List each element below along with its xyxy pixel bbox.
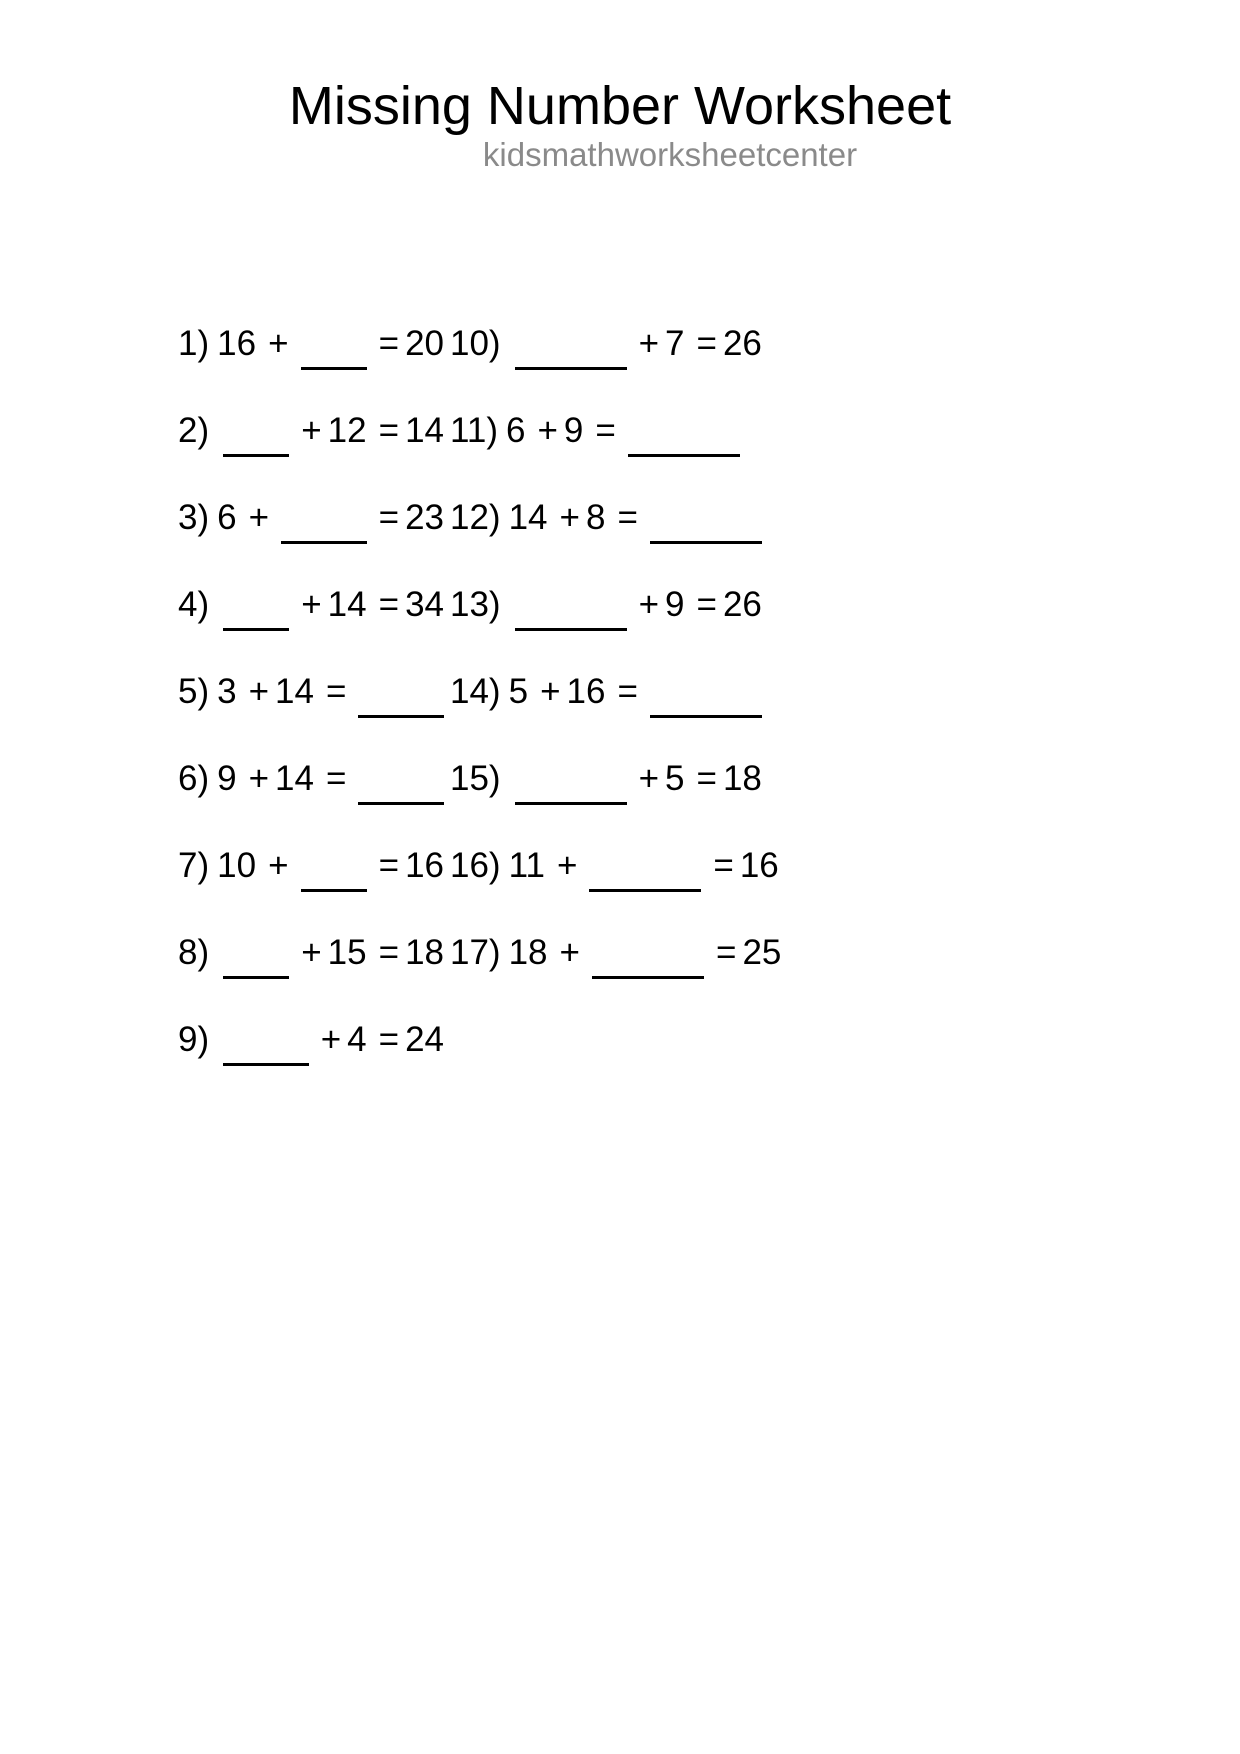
plus-icon: + xyxy=(301,410,322,450)
operand-first: 14 xyxy=(508,497,548,537)
problem-number: 3) xyxy=(178,497,210,537)
problem-number: 4) xyxy=(178,584,210,624)
operand-result: 16 xyxy=(739,845,779,885)
operand-first: 6 xyxy=(217,497,237,537)
site-attribution: kidsmathworksheetcenter xyxy=(482,135,858,173)
operand-first: 6 xyxy=(506,410,526,450)
answer-blank[interactable] xyxy=(589,859,701,892)
problem-column-right xyxy=(450,300,920,996)
problem-number: 14) xyxy=(450,671,501,711)
plus-icon: + xyxy=(559,497,580,537)
equals-icon: = xyxy=(715,932,737,972)
problem-number: 11) xyxy=(450,410,498,450)
operand-result: 34 xyxy=(405,584,444,624)
equals-icon: = xyxy=(378,932,400,972)
equals-icon: = xyxy=(696,584,717,624)
problem-number: 2) xyxy=(178,410,210,450)
problem-number: 1) xyxy=(178,323,210,363)
operand-second: 5 xyxy=(665,758,685,798)
operand-second: 9 xyxy=(563,410,584,450)
operand-second: 14 xyxy=(275,671,314,711)
plus-icon: + xyxy=(248,671,270,711)
problem-row xyxy=(450,648,920,735)
equals-icon: = xyxy=(378,584,400,624)
answer-blank[interactable] xyxy=(301,859,367,892)
problem-row xyxy=(450,735,920,822)
problem-number: 17) xyxy=(450,932,501,972)
operand-first: 11 xyxy=(508,845,545,885)
answer-blank[interactable] xyxy=(358,772,444,805)
plus-icon: + xyxy=(540,671,561,711)
problem-row xyxy=(178,300,450,387)
operand-second: 15 xyxy=(327,932,367,972)
problem-row xyxy=(450,561,920,648)
operand-second: 14 xyxy=(327,584,367,624)
equals-icon: = xyxy=(378,410,400,450)
problem-number: 7) xyxy=(178,845,210,885)
operand-second: 8 xyxy=(585,497,606,537)
equals-icon: = xyxy=(378,497,400,537)
equals-icon: = xyxy=(378,323,400,363)
equals-icon: = xyxy=(378,845,400,885)
problem-row xyxy=(450,387,920,474)
problem-list xyxy=(0,300,1240,1083)
equals-icon: = xyxy=(325,671,347,711)
answer-blank[interactable] xyxy=(223,424,289,457)
operand-result: 16 xyxy=(405,845,444,885)
operand-result: 26 xyxy=(722,323,762,363)
equals-icon: = xyxy=(713,845,734,885)
problem-number: 6) xyxy=(178,758,210,798)
equals-icon: = xyxy=(378,1019,400,1059)
problem-number: 13) xyxy=(450,584,501,624)
problem-number: 9) xyxy=(178,1019,210,1059)
answer-blank[interactable] xyxy=(515,337,627,370)
operand-result: 25 xyxy=(742,932,782,972)
plus-icon: + xyxy=(638,323,660,363)
problem-row xyxy=(450,909,920,996)
answer-blank[interactable] xyxy=(223,1033,309,1066)
operand-first: 3 xyxy=(217,671,237,711)
answer-blank[interactable] xyxy=(650,685,762,718)
answer-blank[interactable] xyxy=(223,598,289,631)
problem-row xyxy=(450,300,920,387)
answer-blank[interactable] xyxy=(515,598,627,631)
problem-row xyxy=(178,822,450,909)
operand-result: 24 xyxy=(405,1019,444,1059)
problem-row xyxy=(178,909,450,996)
page-title: Missing Number Worksheet xyxy=(288,76,952,136)
problem-row xyxy=(178,387,450,474)
operand-result: 18 xyxy=(405,932,444,972)
operand-result: 18 xyxy=(722,758,762,798)
plus-icon: + xyxy=(301,932,322,972)
problem-number: 12) xyxy=(450,497,501,537)
worksheet-header xyxy=(0,78,1240,174)
plus-icon: + xyxy=(248,497,270,537)
plus-icon: + xyxy=(638,584,660,624)
answer-blank[interactable] xyxy=(650,511,762,544)
plus-icon: + xyxy=(248,758,270,798)
answer-blank[interactable] xyxy=(592,946,704,979)
plus-icon: + xyxy=(320,1019,342,1059)
answer-blank[interactable] xyxy=(281,511,367,544)
problem-number: 5) xyxy=(178,671,210,711)
plus-icon: + xyxy=(556,845,578,885)
equals-icon: = xyxy=(617,497,638,537)
operand-second: 7 xyxy=(665,323,685,363)
answer-blank[interactable] xyxy=(358,685,444,718)
plus-icon: + xyxy=(537,410,558,450)
problem-row xyxy=(450,474,920,561)
operand-result: 20 xyxy=(405,323,444,363)
problem-number: 8) xyxy=(178,932,210,972)
plus-icon: + xyxy=(268,845,289,885)
answer-blank[interactable] xyxy=(223,946,289,979)
problem-column-left xyxy=(0,300,450,1083)
operand-second: 9 xyxy=(665,584,685,624)
problem-row xyxy=(178,996,450,1083)
equals-icon: = xyxy=(595,410,616,450)
operand-first: 10 xyxy=(217,845,257,885)
plus-icon: + xyxy=(301,584,322,624)
problem-row xyxy=(178,561,450,648)
problem-number: 10) xyxy=(450,323,501,363)
answer-blank[interactable] xyxy=(301,337,367,370)
operand-first: 5 xyxy=(508,671,529,711)
problem-row xyxy=(178,648,450,735)
operand-result: 26 xyxy=(722,584,762,624)
problem-number: 15) xyxy=(450,758,501,798)
problem-row xyxy=(178,735,450,822)
problem-row xyxy=(450,822,920,909)
answer-blank[interactable] xyxy=(515,772,627,805)
operand-first: 9 xyxy=(217,758,237,798)
operand-second: 16 xyxy=(566,671,606,711)
operand-result: 14 xyxy=(405,410,444,450)
plus-icon: + xyxy=(559,932,580,972)
problem-row xyxy=(178,474,450,561)
operand-first: 18 xyxy=(508,932,548,972)
equals-icon: = xyxy=(617,671,638,711)
operand-result: 23 xyxy=(405,497,444,537)
operand-second: 4 xyxy=(347,1019,367,1059)
plus-icon: + xyxy=(638,758,660,798)
plus-icon: + xyxy=(268,323,289,363)
equals-icon: = xyxy=(696,323,717,363)
equals-icon: = xyxy=(325,758,347,798)
operand-second: 14 xyxy=(275,758,314,798)
operand-first: 16 xyxy=(217,323,257,363)
problem-number: 16) xyxy=(450,845,501,885)
operand-second: 12 xyxy=(327,410,367,450)
equals-icon: = xyxy=(696,758,717,798)
answer-blank[interactable] xyxy=(628,424,740,457)
